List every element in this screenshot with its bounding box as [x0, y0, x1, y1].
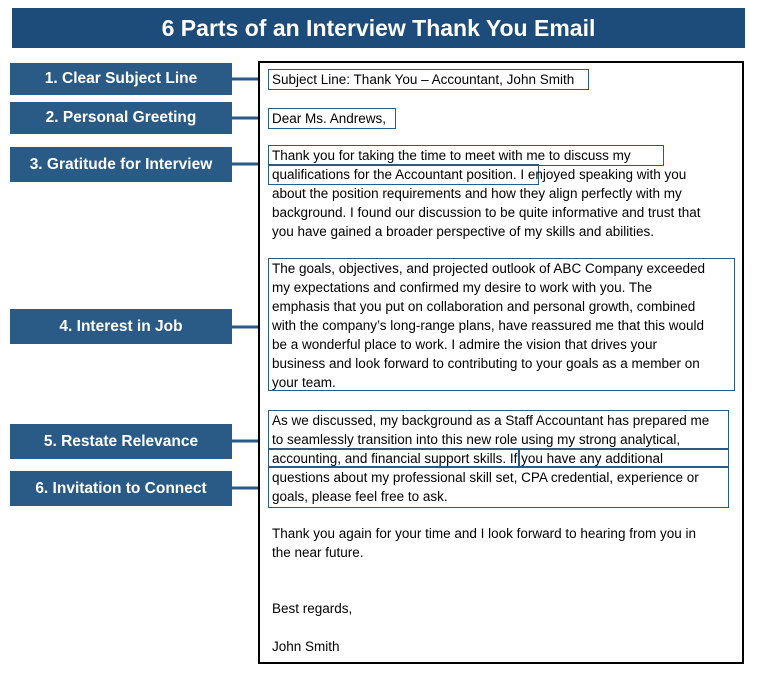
email-p4-line: Thank you again for your time and I look forward to hearing from you in — [272, 526, 696, 541]
email-p3-line: questions about my professional skill set, CPA credential, experience or — [272, 470, 699, 485]
email-p2-line: emphasis that you put on collaboration and personal growth, combined — [272, 299, 696, 314]
email-p2-line: be a wonderful place to work. I admire the vision that drives your — [272, 337, 657, 352]
label-personal-greeting: 2. Personal Greeting — [10, 102, 232, 134]
email-p1-line: you have gained a broader perspective of my skills and abilities. — [272, 224, 654, 239]
email-p3-line: accounting, and financial support skills. If you have any additional — [272, 451, 663, 466]
email-greeting: Dear Ms. Andrews, — [272, 111, 387, 126]
email-signature: John Smith — [272, 639, 340, 654]
label-restate-relevance: 5. Restate Relevance — [10, 424, 232, 459]
email-p3-line: to seamlessly transition into this new role using my strong analytical, — [272, 432, 681, 447]
email-closing: Best regards, — [272, 601, 353, 616]
email-p2-line: my expectations and confirmed my desire to work with you. The — [272, 280, 653, 295]
email-p4-line: the near future. — [272, 545, 364, 560]
email-p3-line: goals, please feel free to ask. — [272, 489, 448, 504]
email-p2-line: The goals, objectives, and projected outlook of ABC Company exceeded — [272, 261, 706, 276]
email-p1-line: about the position requirements and how they align perfectly with my — [272, 186, 682, 201]
email-p2-line: your team. — [272, 375, 336, 390]
label-clear-subject-line: 1. Clear Subject Line — [10, 63, 232, 95]
label-gratitude-for-interview: 3. Gratitude for Interview — [10, 147, 232, 182]
email-p2-line: business and look forward to contributing to your goals as a member on — [272, 356, 700, 371]
email-p1-line: background. I found our discussion to be quite informative and trust that — [272, 205, 701, 220]
email-subject-line: Subject Line: Thank You – Accountant, John Smith — [272, 72, 575, 87]
email-p1-line: qualifications for the Accountant position. I enjoyed speaking with you — [272, 167, 687, 182]
email-p3-line: As we discussed, my background as a Staff Accountant has prepared me — [272, 413, 710, 428]
page-title: 6 Parts of an Interview Thank You Email — [12, 8, 745, 48]
label-interest-in-job: 4. Interest in Job — [10, 309, 232, 344]
email-p1-line: Thank you for taking the time to meet with me to discuss my — [272, 148, 631, 163]
label-invitation-to-connect: 6. Invitation to Connect — [10, 471, 232, 506]
email-p2-line: with the company’s long-range plans, have reassured me that this would — [272, 318, 704, 333]
